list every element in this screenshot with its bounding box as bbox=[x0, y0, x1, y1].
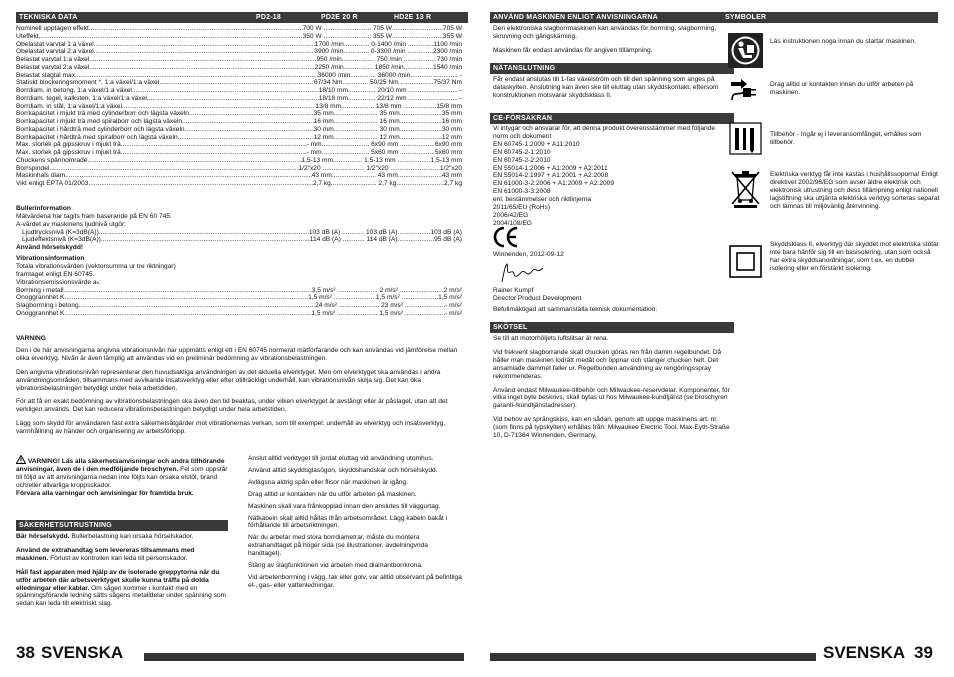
spec-row bbox=[16, 56, 462, 64]
spec-row bbox=[16, 118, 462, 126]
vib-line-1: Totala vibrationsvärden (vektorsumma ur tre riktningar) bbox=[16, 262, 176, 270]
usage-note: Anslut alltid verktyget till jordat eluttag vid användning utomhus. bbox=[248, 455, 434, 462]
usage-note: Vid arbetenborrning i vägg, tak eller golv, var alltid observant på befintliga el-, gas- eller vattenledningar. bbox=[248, 573, 462, 589]
row-label: Onoggrannhet K bbox=[16, 309, 65, 317]
noise-warning: Använd hörselskydd! bbox=[16, 244, 84, 252]
spec-col-2: PD2E 20 R bbox=[321, 14, 358, 21]
usage-notes bbox=[248, 455, 462, 594]
language-title: SVENSKA bbox=[41, 643, 124, 662]
row-label: Belastat slagtal max. bbox=[16, 71, 77, 79]
row-value: 2250 /min................ 1850 /min................1540 /min bbox=[314, 63, 462, 71]
row-label: Obelastat varvtal 1:a växel bbox=[16, 40, 94, 48]
row-value: - mm.......................... 5x60 mm ...................5x60 mm bbox=[306, 149, 462, 156]
row-value: 24 m/s² ...................... 23 m/s² ......................- m/s² bbox=[315, 302, 462, 310]
spec-row bbox=[16, 33, 462, 41]
symbol-description: Läs instruktionen noga innan du startar maskinen. bbox=[770, 38, 916, 45]
row-label: Borrkapacitet i mjukt trä med spiralborr och lägsta växeln bbox=[16, 118, 183, 125]
usage-note: Maskinen skall vara frånkopplad innan den anslutes till väggurtag. bbox=[248, 502, 441, 510]
net-bar: NÄTANSLUTNING bbox=[490, 63, 734, 74]
row-value: 114 dB (A) ............ 114 dB (A)....................95 dB (A) bbox=[309, 236, 462, 244]
spec-table bbox=[16, 25, 462, 188]
row-value: 43 mm........................ 43 mm........................43 mm bbox=[311, 172, 462, 180]
spec-row bbox=[16, 48, 462, 56]
row-leader bbox=[182, 118, 314, 126]
spec-row bbox=[16, 87, 462, 95]
row-label: Borrkapacitet i hårdträ med spiralborr och lägsta växeln bbox=[16, 133, 178, 141]
right-footer bbox=[490, 643, 938, 664]
row-value: 13/8 mm.................. 13/8 mm ..................15/8 mm bbox=[315, 102, 462, 110]
row-value: 950 /min.................. 750 /min ..................730 /min bbox=[316, 56, 462, 63]
usage-note: Stäng av slagfunktionen vid arbeten med diamantborrkrona. bbox=[248, 562, 423, 570]
safety-list bbox=[16, 533, 228, 614]
row-leader bbox=[185, 126, 314, 134]
row-leader bbox=[101, 236, 310, 244]
ce-line: enl. bestämmelser och riktlinjerna bbox=[493, 196, 592, 204]
row-value: 30 mm........................ 30 mm.......................30 mm bbox=[313, 125, 462, 133]
row-value: 35 mm........................ 35 mm.......................35 mm bbox=[313, 110, 462, 118]
safety-warn-bold: VARNING! Läs alla säkerhetsanvisningar och andra tillhörande anvisningar, även de i den medföljande broschyren. bbox=[16, 458, 225, 473]
row-value: - mm.......................... 6x90 mm ...................6x90 mm bbox=[306, 141, 462, 149]
row-leader bbox=[121, 141, 307, 149]
row-label: Vikt enligt EPTA 01/2003 bbox=[16, 180, 89, 187]
symbol-description: Skyddsklass II, elverktyg där skyddet mot elektriska stötar inte bara hänför sig till en basisolering, utan som också har extra skyddsanordningar, som t.ex. en dubbel isolering eller en förstärkt isolering. bbox=[770, 241, 939, 272]
row-label: Nominell upptagen effekt bbox=[16, 25, 89, 32]
row-leader bbox=[64, 287, 312, 295]
row-leader bbox=[189, 110, 314, 118]
ce-line: 2004/108/EG bbox=[493, 219, 532, 227]
spec-row bbox=[16, 25, 462, 33]
row-leader bbox=[122, 103, 316, 111]
usage-note: När du arbetar med stora borrdiametrar, måste du montera extrahandtaget på höger sida (se illustrationer, avdelningvrida handtaget). bbox=[248, 534, 428, 558]
vib-line-3: Vibrationsemissionsvärde aₕ: bbox=[16, 278, 102, 286]
spec-row bbox=[16, 79, 462, 87]
ce-line: 2011/65/EU (RoHs) bbox=[493, 204, 551, 212]
ce-line: EN 60745-2-1:2010 bbox=[493, 148, 551, 156]
spec-row bbox=[22, 229, 462, 237]
row-leader bbox=[89, 25, 303, 33]
safety-item bbox=[16, 547, 228, 563]
row-label: Ljudtrycksnivå (K=3dB(A)) bbox=[22, 228, 99, 236]
safety-item-text: Förlust av kontrollen kan leda till personskador. bbox=[48, 554, 188, 562]
row-leader bbox=[67, 172, 312, 180]
row-label: Borrdiam. in stål, 1:a växel/1:a växel bbox=[16, 102, 122, 110]
spec-row bbox=[16, 110, 462, 118]
row-label: Borrdiam. in betong, 1:a växel/1:a växel bbox=[16, 87, 132, 94]
row-value: 3900 /min.............. 0-3300 /min ..............2300 /min bbox=[314, 48, 462, 56]
symbol-description: Tillbehör - Ingår ej i leveransomfånget, erhålles som tillbehör. bbox=[770, 131, 922, 146]
ce-line: Vi intygar och ansvarar för, att denna produkt överensstämmer med följande norm och dokument bbox=[493, 125, 715, 140]
ce-mark bbox=[493, 226, 519, 250]
row-value: 1700 /min.............. 0-1400 /min ..............1100 /min bbox=[314, 40, 462, 48]
ce-line: EN 60745-2-2:2010 bbox=[493, 156, 551, 164]
signer-auth: Befullmäktigad att sammanställa teknisk dokumentation. bbox=[493, 305, 658, 313]
warning-p4: Lägg som skydd för användaren fast extra säkerhetsåtgärder mot vibrationernas verkan, som till exempel: underhåll av elverktyg och insatsverktyg, varmhållning av händer och organisering av arbetsförlopp. bbox=[16, 420, 446, 436]
vib-heading: Vibrationsinformation bbox=[16, 255, 85, 262]
place-date: Winnenden, 2012-09-12 bbox=[493, 251, 564, 258]
noise-section bbox=[16, 205, 462, 252]
spec-row bbox=[16, 180, 462, 188]
care-text bbox=[493, 335, 731, 446]
row-label: Borrning i metall bbox=[16, 286, 64, 294]
row-leader bbox=[89, 64, 314, 72]
row-label: Ljudeffektsnivå (K=3dB(A)) bbox=[22, 236, 101, 244]
care-paragraph: Använd endast Milwaukee-tillbehör och Milwaukee-reservdelar. Komponenter, för vilka inget byte beskrivs, skall bytas ut hos Milwaukee-kundtjänst (se broschyren garanti-/kundtjänstadresser). bbox=[493, 386, 730, 410]
row-leader bbox=[87, 157, 301, 165]
row-value: 350 W .......................... 355 W............................355 W bbox=[302, 32, 462, 40]
row-label: Statiskt blockeringsmoment *, 1:a växel/1:a växel bbox=[16, 79, 160, 87]
row-leader bbox=[49, 165, 298, 173]
row-label: Borrkapacitet i mjukt trä med cylinderborr och lägsta växeln bbox=[16, 110, 189, 118]
symbols-bar: SYMBOLER bbox=[722, 12, 938, 23]
spec-row bbox=[16, 134, 462, 142]
usage-note: Avlägsna aldrig spån eller flisor när maskinen är igång. bbox=[248, 478, 409, 486]
row-leader bbox=[64, 310, 311, 318]
safety-warn-keep: Förvara alla varningar och anvisningar för framtida bruk. bbox=[16, 489, 194, 497]
use-bar: ANVÄND MASKINEN ENLIGT ANVISNINGARNA bbox=[490, 12, 734, 23]
spec-row bbox=[22, 236, 462, 244]
spec-row bbox=[16, 41, 462, 49]
spec-row bbox=[16, 165, 462, 173]
spec-row bbox=[16, 172, 462, 180]
ce-line: EN 55014-2:1997 + A1:2001 + A2:2008 bbox=[493, 172, 609, 180]
spec-col-1: PD2-18 bbox=[256, 14, 281, 21]
spec-row bbox=[16, 72, 462, 80]
row-value: 67/34 Nm.............. 50/25 Nm ..................75/37 Nm bbox=[313, 79, 462, 87]
row-label: Maskinhals diam. bbox=[16, 172, 67, 180]
safety-warning-box bbox=[16, 455, 228, 504]
signature bbox=[499, 262, 549, 284]
row-value: 700 W .......................... 705 W............................705 W bbox=[302, 25, 462, 32]
row-leader bbox=[39, 33, 303, 41]
use-p1: Den elektroniska slagborrmaskinen kan användas för borrning, slagborrning, skruvning och gängskärning. bbox=[493, 25, 717, 40]
row-leader bbox=[94, 41, 315, 49]
row-label: Onoggrannhet K bbox=[16, 294, 65, 302]
row-label: Slagborrning i betong bbox=[16, 302, 79, 310]
row-leader bbox=[147, 95, 319, 103]
usage-note: Använd alltid skyddsglasögon, skyddshandskar och hörselskydd. bbox=[248, 466, 438, 474]
spec-col-3: HD2E 13 R bbox=[394, 14, 432, 21]
warning-triangle-icon bbox=[16, 455, 26, 464]
row-label: Chuckens spännomrade bbox=[16, 156, 88, 164]
row-leader bbox=[64, 294, 308, 302]
warning-p2: Den angivna vibrationsnivån representerar den huvudsakliga användningen av det aktuella elverktyget. Men om elverktyget ska användas i andra användningsområden, tillsammans med avvikande insatsverktyg eller efter otillräckligt underhåll, kan vibrationsnivån skilja sig. Det kan öka vibrationsbelastningen betydligt under hela arbetstiden. bbox=[16, 368, 441, 392]
spec-header-bar bbox=[16, 12, 468, 23]
spec-title: TEKNISKA DATA bbox=[19, 14, 78, 21]
warning-p1: Den i de här anvisningarna angivna vibrationsnivån har uppmätts enligt ett i EN 60745 normerat mätförfarande och kan användas vid jämförelse mellan olika elverktyg. Nivån är även lämplig att användas vid en preliminär bedömning av vibrationsbelastningen. bbox=[16, 346, 458, 362]
signer-name: Rainer Kumpf bbox=[493, 287, 534, 294]
spec-row bbox=[16, 302, 462, 310]
row-label: Belastat varvtal 2:a växel bbox=[16, 63, 90, 71]
row-label: Borrspindel bbox=[16, 164, 50, 172]
noise-line-2: A-värdet av maskinens ljudnivå utgör: bbox=[16, 220, 126, 228]
ce-line: EN 61000-3-2:2006 + A1:2009 + A2:2009 bbox=[493, 180, 614, 188]
unplug-icon bbox=[728, 76, 763, 111]
use-text bbox=[493, 25, 731, 61]
row-label: Obelastat varvtal 2:a växel bbox=[16, 48, 94, 56]
row-label: Borrdiam. tegel, kalksten, 1:a växel/1:a växel bbox=[16, 94, 147, 102]
page-number: 38 bbox=[16, 643, 35, 662]
safety-item-text: Om sågen kommer i kontakt med en spänningsförande ledning sätts sågens metalldelar under spänning som sedan kan leda till elektriskt slag. bbox=[16, 584, 227, 608]
ce-line: EN 61000-3-3:2008 bbox=[493, 188, 551, 196]
row-value: 12 mm........................ 12 mm.......................12 mm bbox=[313, 133, 462, 141]
row-value: 1/2"x20 ....................... 1/2"x20 ...........................1/2"x20 bbox=[298, 164, 462, 172]
safety-item bbox=[16, 533, 228, 541]
safety-item bbox=[16, 569, 228, 609]
row-value: 1,5 m/s² ...................... 1,5 m/s² ....................1,5 m/s² bbox=[308, 294, 462, 302]
row-value: 36000 /min.............. 36000 /min.......................... - bbox=[317, 71, 462, 79]
net-text: Får endast anslutas till 1-fas växelström och till den spänning som anges på dataskylten. Anslutning kan även ske till eluttag utan skyddskontakt, eftersom konstruktionen motsvarar skyddsklass II. bbox=[493, 76, 719, 99]
row-value: 2,7 kg......................... 2,7 kg..........................2,7 kg bbox=[312, 180, 462, 187]
care-paragraph: Vid behov av sprängskiss, kan en sådan, genom att uppge maskinens art. nr. (som finns på typskylten) erhållas från: Milwaukee Electric Tool, Max-Eyth-Straße 10, D-71364 Winnenden, Germany. bbox=[493, 416, 730, 440]
safety-item-bold: Bär hörselskydd. bbox=[16, 533, 70, 540]
ce-line: EN 55014-1:2006 + A1:2009 + A2:2011 bbox=[493, 164, 608, 172]
signer-block bbox=[493, 287, 731, 314]
safety-item-bold: Håll fast apparaten med hjälp av de isolerade greppytorna när du utför arbeten där arbetsverktyget skulle kunna träffa på dolda elledningar eller kablar. bbox=[16, 568, 220, 592]
usage-note: Nätkabeln skall alltid hållas ifrån arbetsområdet. Lägg kabeln bakåt i förhållande till arbetsriktningen. bbox=[248, 514, 448, 530]
noise-line-1: Mätvärdena har tagits fram baserande på EN 60 745. bbox=[16, 212, 172, 220]
spec-row bbox=[16, 310, 462, 318]
class-ii-icon bbox=[728, 244, 763, 279]
symbol-description: Elektriska verktyg får inte kastas i hushållssoporna! Enligt direktivet 2002/96/EG som avser äldre elektrisk och elektronisk utrustning och dess tillämpning enligt nationell lagstiftning ska uttjänta elektriska verktyg sorteras separat och lämnas till miljövänlig återvinning. bbox=[770, 171, 940, 210]
manual-icon bbox=[728, 33, 763, 68]
spec-row bbox=[16, 126, 462, 134]
row-leader bbox=[88, 180, 313, 188]
row-label: Borrkapacitet i hårdträ med cylinderborr och lägsta växeln bbox=[16, 125, 185, 133]
ce-line: 2006/42/EG bbox=[493, 211, 529, 219]
row-value: 103 dB (A) ............ 103 dB (A)..................103 dB (A) bbox=[308, 228, 462, 236]
footer-bar bbox=[490, 653, 816, 661]
row-value: 18/18 mm............... 22/12 mm ........................... - bbox=[318, 94, 462, 102]
language-title: SVENSKA bbox=[823, 643, 906, 662]
row-leader bbox=[121, 149, 307, 157]
safety-item-bold: Använd de extrahandtag som levereras tillsammans med maskinen. bbox=[16, 546, 195, 562]
usage-note: Drag alltid ur kontakten när du utför arbeten på maskinen. bbox=[248, 490, 417, 498]
row-leader bbox=[99, 229, 309, 237]
warning-heading: VARNING bbox=[16, 335, 46, 342]
care-bar: SKÖTSEL bbox=[490, 322, 734, 333]
left-footer bbox=[16, 643, 464, 664]
right-page bbox=[477, 0, 954, 677]
warning-p3: För att få en exakt bedömning av vibrationsbelastningen ska även den tid beaktas, under vilken elverktyget är avstängt eller är påslaget, utan att det verkligen används. Det kan reducera vibrationsbelastningen betydligt under hela arbetstiden. bbox=[16, 398, 448, 414]
noise-heading: Bullerinformation bbox=[16, 205, 71, 212]
spec-row bbox=[16, 141, 462, 149]
safety-warn-text: Fel som uppstår till följd av att anvisningarna nedan inte följts kan orsaka elstöt, brand och/eller allvarliga kroppsskador. bbox=[16, 465, 228, 489]
row-value: 1,5-13 mm................ 1,5-13 mm ..................1,5-13 mm bbox=[301, 156, 462, 164]
spec-row bbox=[16, 64, 462, 72]
row-label: Max. storlek på gipsskruv i mjukt trä bbox=[16, 141, 121, 149]
spec-row bbox=[16, 294, 462, 302]
accessory-icon bbox=[728, 121, 763, 156]
spec-row bbox=[16, 95, 462, 103]
row-label: Max. storlek på gipsskruv i mjukt trä bbox=[16, 149, 121, 156]
row-leader bbox=[79, 302, 315, 310]
row-value: 18/10 mm............... 20/10 mm ........................... - bbox=[318, 87, 462, 94]
spec-row bbox=[16, 103, 462, 111]
ce-text bbox=[493, 125, 731, 228]
signer-title: Director Product Development bbox=[493, 294, 582, 302]
spec-row bbox=[16, 149, 462, 157]
row-value: 1,5 m/s² ...................... 1,5 m/s² ......................- m/s² bbox=[311, 309, 462, 317]
row-leader bbox=[132, 87, 319, 95]
row-label: Belastat varvtal 1:a växel bbox=[16, 56, 90, 63]
care-paragraph: Se till att motorhöljets luftslitsar är rena. bbox=[493, 335, 609, 342]
spec-row bbox=[16, 287, 462, 295]
spec-row bbox=[16, 157, 462, 165]
row-leader bbox=[94, 48, 315, 56]
safety-equipment-bar: SÄKERHETSUTRUSTNING bbox=[16, 520, 228, 531]
care-paragraph: Vid frekvent slagborrande skall chucken göras ren från damm regelbundet. Då håller man maskinen lodrätt medåt och öppnar och stänger chucken helt. Det ansamlade dammet faller ur. Regelbunden användning av rengöringsspray rekommenderas. bbox=[493, 348, 722, 380]
weee-bin-icon bbox=[728, 168, 763, 203]
row-leader bbox=[159, 79, 314, 87]
page-number: 39 bbox=[914, 643, 933, 662]
signature-icon bbox=[499, 262, 549, 284]
vib-line-2: framtaget enligt EN 60745. bbox=[16, 270, 95, 278]
row-leader bbox=[77, 72, 318, 80]
use-p2: Maskinen får endast användas för angiven tillämpning. bbox=[493, 46, 653, 54]
ce-bar: CE-FÖRSÄKRAN bbox=[490, 113, 734, 124]
row-label: Uteffekt bbox=[16, 32, 39, 40]
symbol-description: Drag alltid ur kontakten innan du utför arbeten på maskinen. bbox=[770, 81, 914, 96]
ce-mark-icon bbox=[493, 226, 519, 248]
row-leader bbox=[178, 134, 314, 142]
safety-item-text: Bullerbelastning kan orsaka hörselskador. bbox=[69, 533, 194, 540]
row-value: 16 mm........................ 16 mm.......................16 mm bbox=[313, 118, 462, 125]
row-value: 3,5 m/s² ...................... 2 m/s² ........................2 m/s² bbox=[311, 286, 462, 294]
vibration-section bbox=[16, 255, 462, 318]
row-leader bbox=[89, 56, 316, 64]
warning-section bbox=[16, 335, 462, 442]
ce-line: EN 60745-1:2009 + A11:2010 bbox=[493, 140, 580, 148]
footer-bar bbox=[144, 653, 464, 661]
